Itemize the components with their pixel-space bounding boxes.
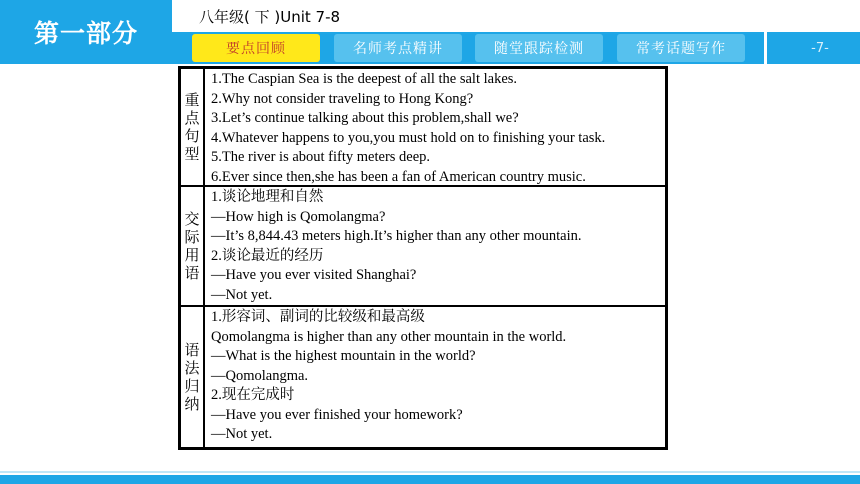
section-lines <box>211 188 661 305</box>
text-line: —Have you ever visited Shanghai? <box>211 267 417 283</box>
text-line: 3.Let’s continue talking about this problem,shall we? <box>211 110 519 126</box>
text-line: —Not yet. <box>211 286 273 303</box>
text-line: 1.谈论地理和自然 <box>211 189 324 205</box>
section-key-sentences <box>181 69 665 187</box>
text-line: —Qomolangma. <box>211 367 309 384</box>
text-line: —What is the highest mountain in the world? <box>211 348 476 364</box>
nav-separator <box>764 32 767 64</box>
page-number: -7- <box>811 40 829 56</box>
section-label: 重 点 句 型 <box>181 69 205 185</box>
section-badge: 第一部分 <box>0 0 172 64</box>
text-line: 5.The river is about fifty meters deep. <box>211 149 431 165</box>
section-lines <box>211 308 661 445</box>
section-lines <box>211 70 661 187</box>
text-line: —Have you ever finished your homework? <box>211 406 463 423</box>
footer-divider <box>0 471 860 473</box>
section-communication <box>181 187 665 307</box>
text-line: 4.Whatever happens to you,you must hold on to finishing your task. <box>211 129 606 146</box>
text-line: Qomolangma is higher than any other mountain in the world. <box>211 328 567 345</box>
tab-topic-writing[interactable]: 常考话题写作 <box>617 34 745 62</box>
section-label: 交 际 用 语 <box>181 187 205 305</box>
unit-title: 八年级( 下 )Unit 7-8 <box>199 8 341 26</box>
text-line: 1.形容词、副词的比较级和最高级 <box>211 309 425 325</box>
tab-classroom-quiz[interactable]: 随堂跟踪检测 <box>475 34 603 62</box>
text-line: 2.Why not consider traveling to Hong Kong? <box>211 90 474 107</box>
text-line: —Not yet. <box>211 426 273 442</box>
text-line: —How high is Qomolangma? <box>211 208 386 225</box>
text-line: 2.谈论最近的经历 <box>211 247 324 264</box>
text-line: 1.The Caspian Sea is the deepest of all the salt lakes. <box>211 71 518 87</box>
tab-key-points-review[interactable]: 要点回顾 <box>192 34 320 62</box>
text-line: —It’s 8,844.43 meters high.It’s higher than any other mountain. <box>211 228 582 244</box>
text-line: 6.Ever since then,she has been a fan of American country music. <box>211 168 586 185</box>
content-table <box>178 66 668 450</box>
footer-bar <box>0 475 860 484</box>
section-grammar <box>181 307 665 447</box>
text-line: 2.现在完成时 <box>211 387 295 403</box>
tab-teacher-exam-points[interactable]: 名师考点精讲 <box>334 34 462 62</box>
section-label: 语 法 归 纳 <box>181 307 205 447</box>
